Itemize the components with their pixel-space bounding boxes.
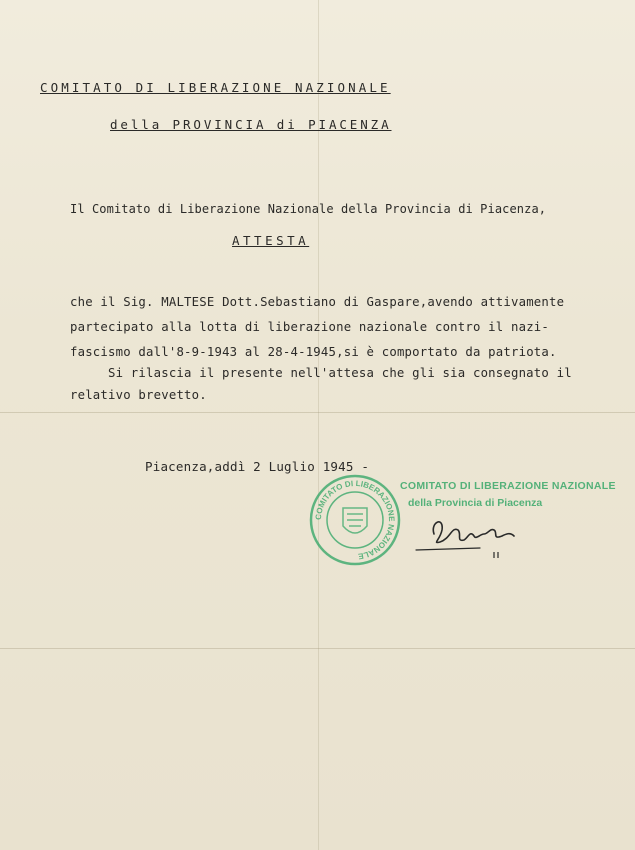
rect-stamp-line1: COMITATO DI LIBERAZIONE NAZIONALE xyxy=(400,480,616,492)
round-stamp-text: COMITATO DI LIBERAZIONE NAZIONALE xyxy=(313,478,397,561)
rect-stamp-line2: della Provincia di Piacenza xyxy=(408,497,543,509)
body-line: Si rilascia il presente nell'attesa che gli sia consegnato il xyxy=(108,366,572,380)
body-line: fascismo dall'8-9-1943 al 28-4-1945,si è comportato da patriota. xyxy=(70,345,557,359)
body-line: relativo brevetto. xyxy=(70,388,207,402)
attesta-heading: ATTESTA xyxy=(232,233,310,248)
intro-line: Il Comitato di Liberazione Nazionale della Provincia di Piacenza, xyxy=(70,202,547,216)
body-line: partecipato alla lotta di liberazione nazionale contro il nazi- xyxy=(70,320,550,334)
handwritten-signature xyxy=(410,512,535,562)
header-province: della PROVINCIA di PIACENZA xyxy=(110,117,392,132)
place-date: Piacenza,addì 2 Luglio 1945 - xyxy=(145,459,370,474)
header-committee: COMITATO DI LIBERAZIONE NAZIONALE xyxy=(40,80,391,95)
rect-stamp xyxy=(396,478,616,512)
round-stamp-seal xyxy=(309,474,401,566)
body-line: che il Sig. MALTESE Dott.Sebastiano di Gaspare,avendo attivamente xyxy=(70,295,565,309)
